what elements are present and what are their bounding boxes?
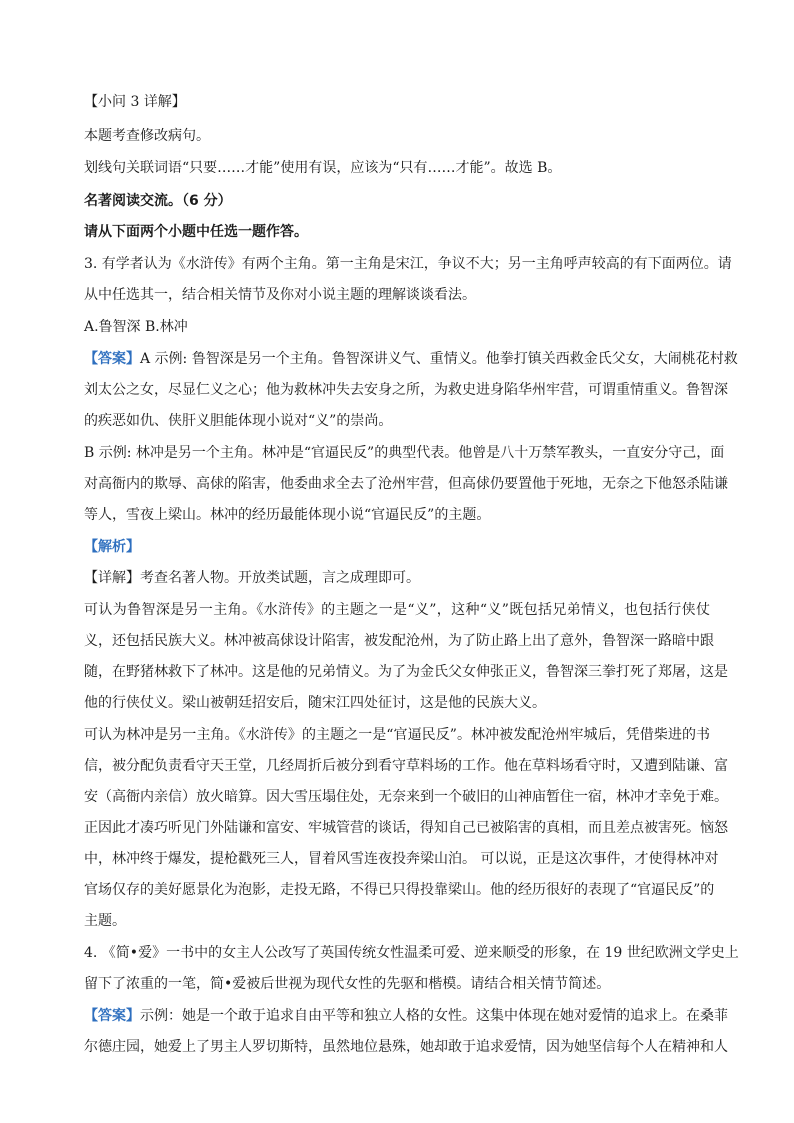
q3-answer-a-line-2: 刘太公之女，尽显仁义之心；他为救林冲失去安身之所，为救史进身陷华州牢营，可谓重情重义。鲁智深 [84,382,728,398]
q3-detail-b-line-7: 主题。 [84,913,126,929]
answer-tag: 【答案】 [84,1008,140,1024]
analysis-tag: 【解析】 [84,539,140,555]
q3-detail-b-line-4: 正因此才凑巧听见门外陆谦和富安、牢城管营的谈话，得知自己已被陷害的真相，而且差点被害死。恼怒 [84,820,728,836]
detail-tag: 【详解】 [84,570,140,586]
q3-answer-a-line-3: 的疾恶如仇、侠肝义胆能体现小说对“义”的崇尚。 [84,413,393,429]
q3-detail-b-line-5: 中，林冲终于爆发，提枪戳死三人，冒着风雪连夜投奔梁山泊。 可以说，正是这次事件，才使得林冲对 [84,851,719,867]
q3-detail-intro: 【详解】考查名著人物。开放类试题，言之成理即可。 [84,570,420,586]
q3-stem-line-2: 从中任选其一，结合相关情节及你对小说主题的理解谈谈看法。 [84,287,476,303]
q3-stem-line-1: 3. 有学者认为《水浒传》有两个主角。第一主角是宋江，争议不大；另一主角呼声较高的有下面两位。请 [84,256,732,272]
q3-detail-b-line-6: 官场仅存的美好愿景化为泡影，走投无路，不得已只得投靠梁山。他的经历很好的表现了“官逼民反”的 [84,882,715,898]
q3-detail-a-line-3: 随，在野猪林救下了林冲。这是他的兄弟情义。为了为金氏父女伸张正义，鲁智深三拳打死了郑屠，这是 [84,664,728,680]
q3-answer-b-line-3: 等人，雪夜上梁山。林冲的经历最能体现小说“官逼民反”的主题。 [84,507,491,523]
q3-answer-b-line-1: B 示例: 林冲是另一个主角。林冲是“官逼民反”的典型代表。他曾是八十万禁军教头，一直安分守己，面 [84,445,725,461]
section-title: 名著阅读交流。（6 分） [84,193,232,209]
q3-detail-header: 【小问 3 详解】 [84,94,186,110]
q4-stem-line-2: 留下了浓重的一笔，简•爱被后世视为现代女性的先驱和楷模。请结合相关情节简述。 [84,976,611,992]
q3-detail-paragraph-2: 划线句关联词语“只要……才能”使用有误，应该为“只有……才能”。故选 B。 [84,160,562,176]
q3-detail-a-line-2: 义，还包括民族大义。林冲被高俅设计陷害，被发配沧州，为了防止路上出了意外，鲁智深一路暗中跟 [84,633,714,649]
q4-answer-line-1: 【答案】示例：她是一个敢于追求自由平等和独立人格的女性。这集中体现在她对爱情的追求上。在桑菲 [84,1008,728,1024]
q3-detail-b-line-2: 信，被分配负责看守天王堂，几经周折后被分到看守草料场的工作。他在草料场看守时，又遭到陆谦、富 [84,758,728,774]
q3-detail-b-line-1: 可认为林冲是另一主角。《水浒传》的主题之一是“官逼民反”。林冲被发配沧州牢城后，凭借柴进的书 [84,727,710,743]
q3-answer-b-line-2: 对高衙内的欺辱、高俅的陷害，他委曲求全去了沧州牢营，但高俅仍要置他于死地，无奈之下他怒杀陆谦 [84,476,728,492]
q3-detail-a-line-1: 可认为鲁智深是另一主角。《水浒传》的主题之一是“义”，这种“义”既包括兄弟情义，也包括行侠仗 [84,602,710,618]
q3-detail-a-line-4: 他的行侠仗义。梁山被朝廷招安后，随宋江四处征讨，这是他的民族大义。 [84,695,546,711]
q3-detail-b-line-3: 安（高衙内亲信）放火暗算。因大雪压塌住处，无奈来到一个破旧的山神庙暂住一宿，林冲才幸免于难。 [84,789,728,805]
q3-answer-a-line-1: 【答案】A 示例: 鲁智深是另一个主角。鲁智深讲义气、重情义。他拳打镇关西救金氏父女，大闹桃花村救 [84,351,738,367]
q4-answer-line-2: 尔德庄园，她爱上了男主人罗切斯特，虽然地位悬殊，她却敢于追求爱情，因为她坚信每个人在精神和人 [84,1039,728,1055]
q3-detail-paragraph-1: 本题考查修改病句。 [84,128,210,144]
q4-stem-line-1: 4. 《简•爱》一书中的女主人公改写了英国传统女性温柔可爱、逆来顺受的形象，在 19 世纪欧洲文学史上 [84,945,739,961]
section-instruction: 请从下面两个小题中任选一题作答。 [84,224,308,240]
q3-options: A.鲁智深 B.林冲 [84,319,188,335]
answer-tag: 【答案】 [84,351,140,367]
